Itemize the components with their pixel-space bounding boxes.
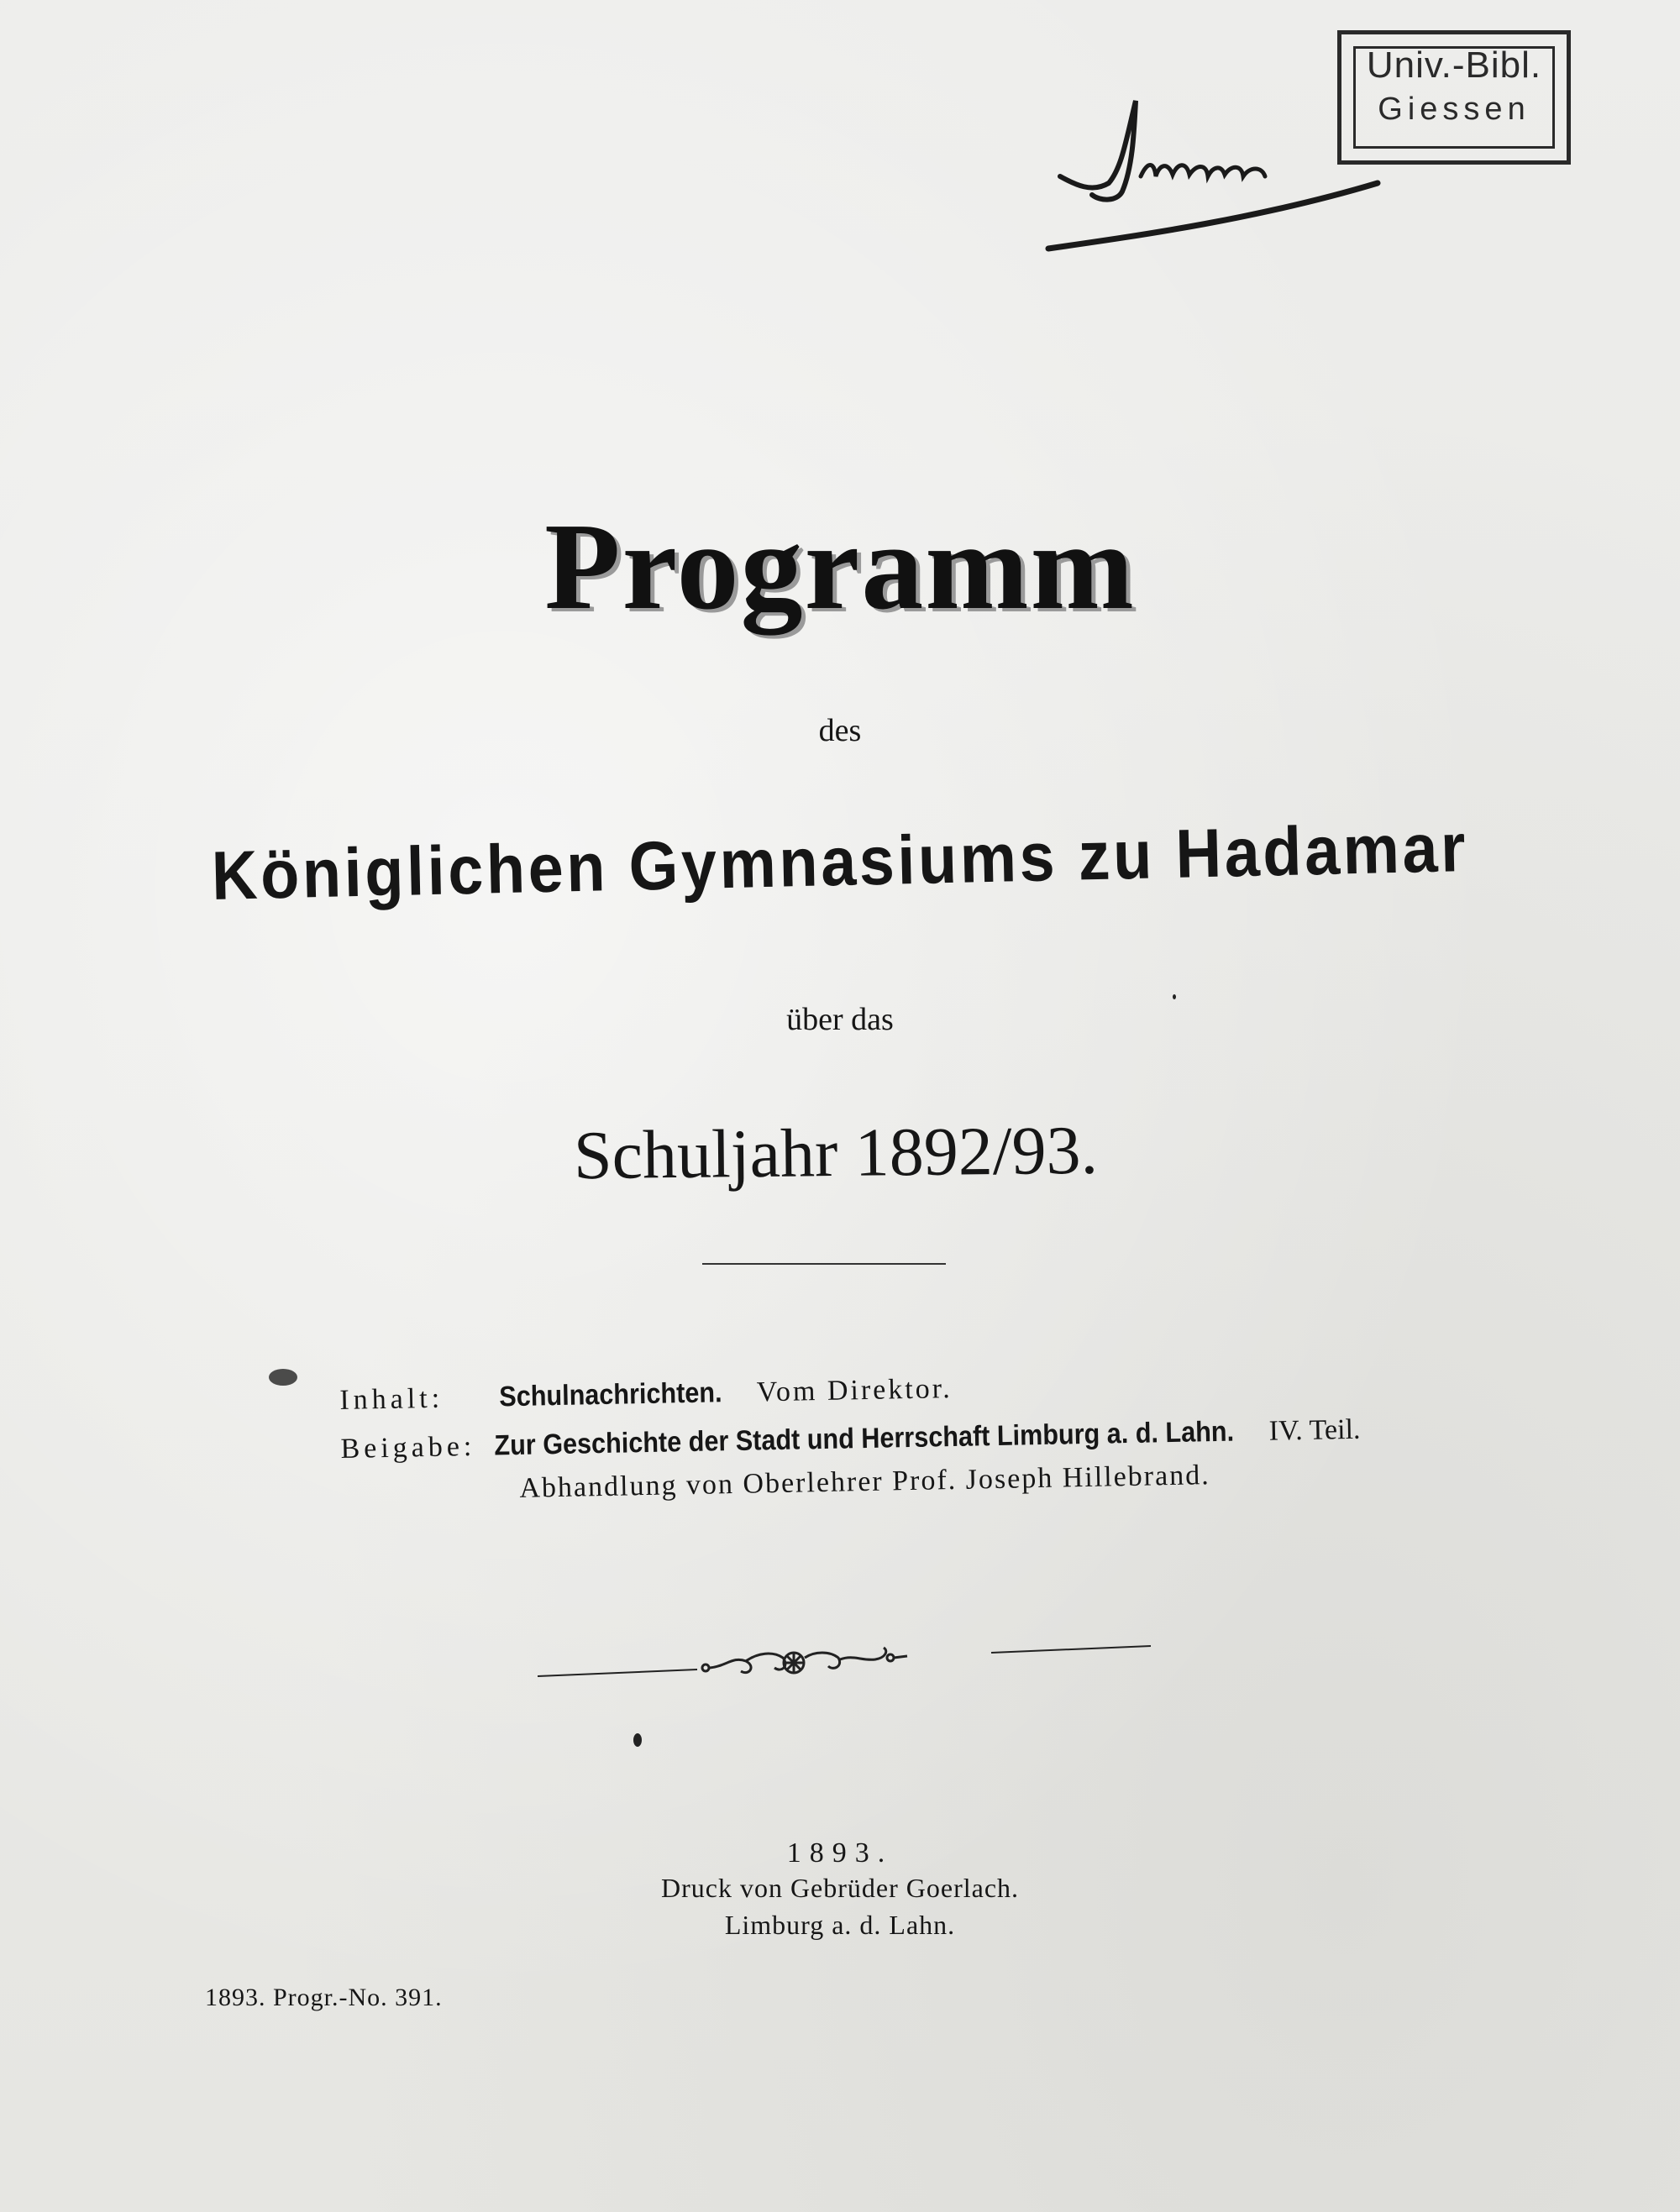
beigabe-line-2-text: Abhandlung von Oberlehrer Prof. Joseph Hillebrand.: [519, 1460, 1210, 1504]
text-des: des: [818, 713, 862, 748]
document-title: Programm: [544, 498, 1136, 636]
school-year: Schuljahr 1892/93.: [573, 1111, 1099, 1194]
imprint-place: Limburg a. d. Lahn.: [724, 1910, 956, 1940]
ink-speck: [633, 1733, 642, 1747]
text-ueber-das: über das: [786, 1002, 894, 1037]
inhalt-text: Vom Direktor.: [756, 1372, 953, 1408]
ornament-divider: [538, 1633, 1151, 1683]
contents-block: [339, 1361, 1518, 1535]
program-number: 1893. Progr.-No. 391.: [205, 1984, 443, 2011]
beigabe-line-2: [519, 1460, 1210, 1505]
handwritten-signature: [1042, 84, 1394, 252]
school-name: Königlichen Gymnasiums zu Hadamar: [210, 810, 1470, 915]
inhalt-bold-text: Schulnachrichten.: [498, 1376, 722, 1413]
inhalt-row: [339, 1372, 953, 1417]
divider-rule: [702, 1263, 946, 1265]
imprint-printer: Druck von Gebrüder Goerlach.: [660, 1873, 1020, 1903]
inhalt-label: Inhalt:: [339, 1382, 444, 1416]
imprint-year: 1893.: [786, 1837, 894, 1869]
stamp-line-2: Giessen: [1378, 92, 1530, 127]
ink-speck: [1173, 994, 1176, 999]
beigabe-label: Beigabe:: [340, 1430, 476, 1465]
stamp-line-1: Univ.-Bibl.: [1366, 45, 1542, 86]
beigabe-text: IV. Teil.: [1268, 1413, 1361, 1447]
beigabe-row: [340, 1413, 1361, 1465]
ink-speck: [269, 1369, 297, 1386]
beigabe-bold-text: Zur Geschichte der Stadt und Herrschaft Limburg a. d. Lahn.: [493, 1415, 1235, 1462]
